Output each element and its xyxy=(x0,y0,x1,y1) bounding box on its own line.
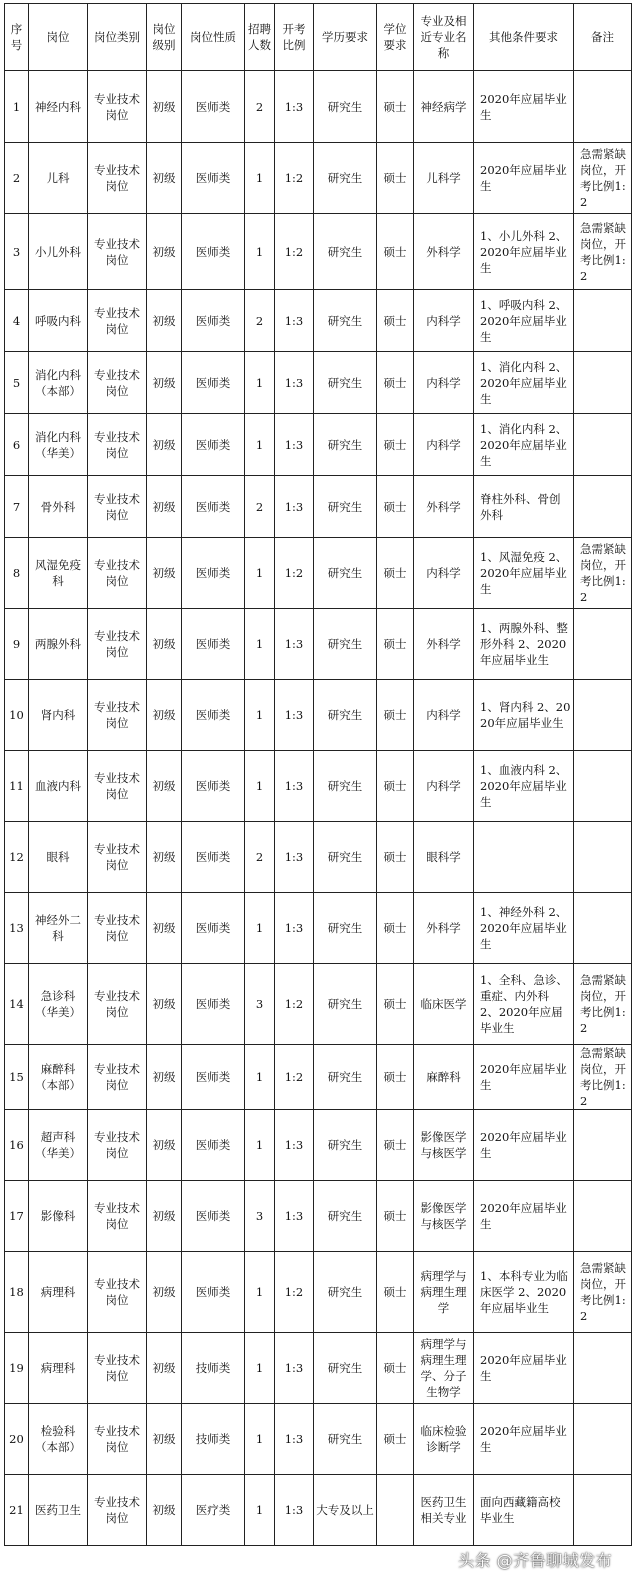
cell-post: 麻醉科（本部） xyxy=(29,1045,88,1110)
table-row xyxy=(5,1333,632,1404)
cell-nature: 医师类 xyxy=(182,1252,245,1333)
cell-note: 急需紧缺岗位，开考比例1:2 xyxy=(574,143,632,214)
cell-post: 儿科 xyxy=(29,143,88,214)
cell-no: 6 xyxy=(5,414,29,476)
cell-nature: 医师类 xyxy=(182,214,245,290)
cell-other: 1、本科专业为临床医学 2、2020年应届毕业生 xyxy=(474,1252,574,1333)
table-header-row xyxy=(5,4,632,71)
cell-other: 2020年应届毕业生 xyxy=(474,1110,574,1181)
cell-major: 医药卫生相关专业 xyxy=(414,1475,474,1546)
cell-edu: 研究生 xyxy=(314,1110,377,1181)
table-row xyxy=(5,71,632,143)
cell-ratio: 1:3 xyxy=(275,609,314,680)
cell-other xyxy=(474,822,574,893)
cell-major: 内科学 xyxy=(414,290,474,352)
table-row xyxy=(5,609,632,680)
cell-edu: 研究生 xyxy=(314,538,377,609)
cell-edu: 研究生 xyxy=(314,1252,377,1333)
cell-level: 初级 xyxy=(147,1404,182,1475)
cell-category: 专业技术岗位 xyxy=(88,1404,147,1475)
cell-ratio: 1:2 xyxy=(275,1045,314,1110)
table-row xyxy=(5,822,632,893)
cell-no: 2 xyxy=(5,143,29,214)
watermark: 头条 @齐鲁聊城发布 xyxy=(458,1551,613,1570)
cell-other: 2020年应届毕业生 xyxy=(474,1404,574,1475)
cell-post: 消化内科（本部） xyxy=(29,352,88,414)
cell-no: 19 xyxy=(5,1333,29,1404)
cell-count: 1 xyxy=(245,1475,275,1546)
cell-major: 儿科学 xyxy=(414,143,474,214)
cell-degree: 硕士 xyxy=(377,1404,414,1475)
cell-ratio: 1:2 xyxy=(275,1252,314,1333)
table-row xyxy=(5,893,632,964)
cell-ratio: 1:3 xyxy=(275,893,314,964)
cell-note xyxy=(574,680,632,751)
table-row xyxy=(5,751,632,822)
cell-level: 初级 xyxy=(147,1045,182,1110)
cell-degree: 硕士 xyxy=(377,414,414,476)
table-row xyxy=(5,680,632,751)
cell-level: 初级 xyxy=(147,1333,182,1404)
header-cell: 其他条件要求 xyxy=(474,4,574,71)
cell-count: 1 xyxy=(245,214,275,290)
cell-count: 2 xyxy=(245,71,275,143)
cell-major: 内科学 xyxy=(414,538,474,609)
cell-category: 专业技术岗位 xyxy=(88,476,147,538)
cell-category: 专业技术岗位 xyxy=(88,414,147,476)
cell-no: 12 xyxy=(5,822,29,893)
cell-ratio: 1:3 xyxy=(275,1110,314,1181)
cell-post: 眼科 xyxy=(29,822,88,893)
cell-note xyxy=(574,414,632,476)
cell-nature: 技师类 xyxy=(182,1333,245,1404)
cell-other: 2020年应届毕业生 xyxy=(474,71,574,143)
cell-edu: 研究生 xyxy=(314,214,377,290)
table-row xyxy=(5,414,632,476)
cell-level: 初级 xyxy=(147,893,182,964)
cell-other: 1、呼吸内科 2、2020年应届毕业生 xyxy=(474,290,574,352)
cell-major: 外科学 xyxy=(414,476,474,538)
table-row xyxy=(5,1045,632,1110)
cell-no: 1 xyxy=(5,71,29,143)
cell-post: 两腺外科 xyxy=(29,609,88,680)
cell-ratio: 1:3 xyxy=(275,414,314,476)
cell-level: 初级 xyxy=(147,680,182,751)
cell-edu: 大专及以上 xyxy=(314,1475,377,1546)
cell-post: 检验科（本部） xyxy=(29,1404,88,1475)
cell-major: 临床检验诊断学 xyxy=(414,1404,474,1475)
table-row xyxy=(5,964,632,1045)
cell-major: 内科学 xyxy=(414,414,474,476)
cell-no: 7 xyxy=(5,476,29,538)
cell-note: 急需紧缺岗位，开考比例1:2 xyxy=(574,214,632,290)
cell-ratio: 1:3 xyxy=(275,1333,314,1404)
cell-other: 2020年应届毕业生 xyxy=(474,1045,574,1110)
cell-post: 小儿外科 xyxy=(29,214,88,290)
cell-degree: 硕士 xyxy=(377,964,414,1045)
cell-level: 初级 xyxy=(147,751,182,822)
cell-note xyxy=(574,751,632,822)
cell-category: 专业技术岗位 xyxy=(88,1252,147,1333)
cell-category: 专业技术岗位 xyxy=(88,609,147,680)
cell-major: 影像医学与核医学 xyxy=(414,1110,474,1181)
cell-major: 外科学 xyxy=(414,609,474,680)
cell-note xyxy=(574,893,632,964)
header-cell: 岗位类别 xyxy=(88,4,147,71)
cell-nature: 医师类 xyxy=(182,143,245,214)
header-cell: 岗位级别 xyxy=(147,4,182,71)
cell-post: 急诊科（华美） xyxy=(29,964,88,1045)
cell-count: 2 xyxy=(245,476,275,538)
table-row xyxy=(5,214,632,290)
cell-count: 1 xyxy=(245,414,275,476)
cell-nature: 医师类 xyxy=(182,476,245,538)
cell-other: 1、肾内科 2、2020年应届毕业生 xyxy=(474,680,574,751)
cell-ratio: 1:2 xyxy=(275,538,314,609)
cell-note: 急需紧缺岗位，开考比例1:2 xyxy=(574,1252,632,1333)
cell-ratio: 1:2 xyxy=(275,214,314,290)
cell-no: 8 xyxy=(5,538,29,609)
cell-post: 神经内科 xyxy=(29,71,88,143)
header-cell: 专业及相近专业名称 xyxy=(414,4,474,71)
cell-degree: 硕士 xyxy=(377,1333,414,1404)
cell-level: 初级 xyxy=(147,352,182,414)
cell-level: 初级 xyxy=(147,414,182,476)
cell-edu: 研究生 xyxy=(314,822,377,893)
cell-note xyxy=(574,290,632,352)
cell-category: 专业技术岗位 xyxy=(88,680,147,751)
cell-post: 医药卫生 xyxy=(29,1475,88,1546)
cell-count: 1 xyxy=(245,1404,275,1475)
cell-post: 神经外二科 xyxy=(29,893,88,964)
cell-level: 初级 xyxy=(147,1252,182,1333)
cell-count: 3 xyxy=(245,964,275,1045)
cell-count: 1 xyxy=(245,893,275,964)
cell-nature: 医师类 xyxy=(182,1045,245,1110)
table-row xyxy=(5,1475,632,1546)
cell-nature: 医师类 xyxy=(182,751,245,822)
table-body xyxy=(5,71,632,1546)
cell-nature: 医师类 xyxy=(182,893,245,964)
cell-count: 1 xyxy=(245,1110,275,1181)
table-row xyxy=(5,476,632,538)
cell-level: 初级 xyxy=(147,290,182,352)
header-cell: 开考比例 xyxy=(275,4,314,71)
cell-level: 初级 xyxy=(147,71,182,143)
cell-edu: 研究生 xyxy=(314,143,377,214)
cell-edu: 研究生 xyxy=(314,609,377,680)
cell-category: 专业技术岗位 xyxy=(88,822,147,893)
cell-nature: 医师类 xyxy=(182,609,245,680)
cell-edu: 研究生 xyxy=(314,1333,377,1404)
cell-level: 初级 xyxy=(147,1475,182,1546)
cell-category: 专业技术岗位 xyxy=(88,143,147,214)
table-row xyxy=(5,143,632,214)
cell-post: 风湿免疫科 xyxy=(29,538,88,609)
cell-other: 脊柱外科、骨创外科 xyxy=(474,476,574,538)
cell-no: 4 xyxy=(5,290,29,352)
cell-nature: 技师类 xyxy=(182,1404,245,1475)
cell-ratio: 1:3 xyxy=(275,1181,314,1252)
cell-no: 9 xyxy=(5,609,29,680)
cell-note: 急需紧缺岗位，开考比例1:2 xyxy=(574,538,632,609)
cell-count: 1 xyxy=(245,1333,275,1404)
cell-category: 专业技术岗位 xyxy=(88,751,147,822)
cell-degree: 硕士 xyxy=(377,538,414,609)
cell-major: 临床医学 xyxy=(414,964,474,1045)
cell-degree: 硕士 xyxy=(377,751,414,822)
cell-no: 21 xyxy=(5,1475,29,1546)
cell-major: 内科学 xyxy=(414,352,474,414)
table-row xyxy=(5,1404,632,1475)
cell-level: 初级 xyxy=(147,964,182,1045)
cell-category: 专业技术岗位 xyxy=(88,1333,147,1404)
cell-degree xyxy=(377,1475,414,1546)
cell-other: 1、神经外科 2、2020年应届毕业生 xyxy=(474,893,574,964)
cell-post: 骨外科 xyxy=(29,476,88,538)
cell-edu: 研究生 xyxy=(314,1181,377,1252)
cell-level: 初级 xyxy=(147,143,182,214)
cell-other: 1、两腺外科、整形外科 2、2020年应届毕业生 xyxy=(474,609,574,680)
cell-count: 1 xyxy=(245,143,275,214)
cell-nature: 医疗类 xyxy=(182,1475,245,1546)
cell-other: 面向西藏籍高校毕业生 xyxy=(474,1475,574,1546)
cell-edu: 研究生 xyxy=(314,964,377,1045)
cell-degree: 硕士 xyxy=(377,290,414,352)
cell-level: 初级 xyxy=(147,1110,182,1181)
cell-ratio: 1:3 xyxy=(275,352,314,414)
cell-note xyxy=(574,1404,632,1475)
cell-level: 初级 xyxy=(147,609,182,680)
cell-major: 神经病学 xyxy=(414,71,474,143)
cell-ratio: 1:3 xyxy=(275,1475,314,1546)
cell-major: 内科学 xyxy=(414,751,474,822)
table-row xyxy=(5,352,632,414)
cell-count: 1 xyxy=(245,1252,275,1333)
cell-no: 14 xyxy=(5,964,29,1045)
cell-count: 2 xyxy=(245,822,275,893)
cell-note xyxy=(574,352,632,414)
cell-major: 麻醉科 xyxy=(414,1045,474,1110)
cell-edu: 研究生 xyxy=(314,680,377,751)
header-cell: 招聘人数 xyxy=(245,4,275,71)
cell-degree: 硕士 xyxy=(377,1045,414,1110)
cell-nature: 医师类 xyxy=(182,414,245,476)
cell-edu: 研究生 xyxy=(314,751,377,822)
table-row xyxy=(5,1252,632,1333)
cell-category: 专业技术岗位 xyxy=(88,1475,147,1546)
cell-other: 1、风湿免疫 2、2020年应届毕业生 xyxy=(474,538,574,609)
cell-degree: 硕士 xyxy=(377,893,414,964)
cell-edu: 研究生 xyxy=(314,1045,377,1110)
cell-no: 10 xyxy=(5,680,29,751)
cell-count: 3 xyxy=(245,1181,275,1252)
cell-count: 2 xyxy=(245,290,275,352)
cell-other: 1、消化内科 2、2020年应届毕业生 xyxy=(474,414,574,476)
table-row xyxy=(5,1181,632,1252)
cell-no: 18 xyxy=(5,1252,29,1333)
header-cell: 学历要求 xyxy=(314,4,377,71)
cell-category: 专业技术岗位 xyxy=(88,214,147,290)
cell-ratio: 1:3 xyxy=(275,71,314,143)
cell-no: 15 xyxy=(5,1045,29,1110)
cell-edu: 研究生 xyxy=(314,893,377,964)
cell-category: 专业技术岗位 xyxy=(88,1045,147,1110)
cell-note xyxy=(574,1181,632,1252)
cell-no: 5 xyxy=(5,352,29,414)
cell-level: 初级 xyxy=(147,1181,182,1252)
cell-degree: 硕士 xyxy=(377,680,414,751)
cell-ratio: 1:3 xyxy=(275,751,314,822)
header-cell: 学位要求 xyxy=(377,4,414,71)
cell-nature: 医师类 xyxy=(182,538,245,609)
header-cell: 备注 xyxy=(574,4,632,71)
cell-count: 1 xyxy=(245,1045,275,1110)
cell-edu: 研究生 xyxy=(314,476,377,538)
table-row xyxy=(5,290,632,352)
cell-major: 病理学与病理生理学 xyxy=(414,1252,474,1333)
recruitment-table xyxy=(4,3,632,1546)
cell-note: 急需紧缺岗位，开考比例1:2 xyxy=(574,964,632,1045)
cell-edu: 研究生 xyxy=(314,290,377,352)
cell-count: 1 xyxy=(245,538,275,609)
cell-major: 眼科学 xyxy=(414,822,474,893)
cell-category: 专业技术岗位 xyxy=(88,352,147,414)
cell-post: 血液内科 xyxy=(29,751,88,822)
cell-post: 超声科（华美） xyxy=(29,1110,88,1181)
cell-count: 1 xyxy=(245,680,275,751)
cell-note xyxy=(574,1110,632,1181)
cell-post: 肾内科 xyxy=(29,680,88,751)
cell-degree: 硕士 xyxy=(377,1252,414,1333)
table-row xyxy=(5,1110,632,1181)
cell-note xyxy=(574,609,632,680)
cell-major: 病理学与病理生理学、分子生物学 xyxy=(414,1333,474,1404)
cell-degree: 硕士 xyxy=(377,71,414,143)
cell-post: 病理科 xyxy=(29,1333,88,1404)
cell-ratio: 1:3 xyxy=(275,476,314,538)
cell-post: 影像科 xyxy=(29,1181,88,1252)
cell-note xyxy=(574,1475,632,1546)
cell-edu: 研究生 xyxy=(314,1404,377,1475)
header-cell: 岗位性质 xyxy=(182,4,245,71)
cell-category: 专业技术岗位 xyxy=(88,71,147,143)
cell-nature: 医师类 xyxy=(182,71,245,143)
cell-other: 1、小儿外科 2、2020年应届毕业生 xyxy=(474,214,574,290)
cell-ratio: 1:3 xyxy=(275,680,314,751)
cell-other: 2020年应届毕业生 xyxy=(474,1333,574,1404)
cell-level: 初级 xyxy=(147,538,182,609)
cell-category: 专业技术岗位 xyxy=(88,964,147,1045)
cell-degree: 硕士 xyxy=(377,1181,414,1252)
header-cell: 序号 xyxy=(5,4,29,71)
cell-nature: 医师类 xyxy=(182,822,245,893)
cell-count: 1 xyxy=(245,352,275,414)
cell-category: 专业技术岗位 xyxy=(88,893,147,964)
cell-major: 外科学 xyxy=(414,893,474,964)
cell-edu: 研究生 xyxy=(314,71,377,143)
cell-degree: 硕士 xyxy=(377,1110,414,1181)
cell-note: 急需紧缺岗位，开考比例1:2 xyxy=(574,1045,632,1110)
cell-count: 1 xyxy=(245,751,275,822)
cell-other: 2020年应届毕业生 xyxy=(474,143,574,214)
cell-major: 内科学 xyxy=(414,680,474,751)
cell-nature: 医师类 xyxy=(182,964,245,1045)
cell-no: 13 xyxy=(5,893,29,964)
cell-major: 影像医学与核医学 xyxy=(414,1181,474,1252)
cell-edu: 研究生 xyxy=(314,352,377,414)
cell-degree: 硕士 xyxy=(377,143,414,214)
cell-level: 初级 xyxy=(147,476,182,538)
cell-ratio: 1:2 xyxy=(275,143,314,214)
cell-edu: 研究生 xyxy=(314,414,377,476)
cell-no: 20 xyxy=(5,1404,29,1475)
cell-other: 1、血液内科 2、2020年应届毕业生 xyxy=(474,751,574,822)
cell-nature: 医师类 xyxy=(182,1110,245,1181)
cell-other: 1、全科、急诊、重症、内外科 2、2020年应届毕业生 xyxy=(474,964,574,1045)
cell-no: 17 xyxy=(5,1181,29,1252)
cell-ratio: 1:3 xyxy=(275,1404,314,1475)
cell-category: 专业技术岗位 xyxy=(88,538,147,609)
cell-ratio: 1:2 xyxy=(275,964,314,1045)
cell-degree: 硕士 xyxy=(377,214,414,290)
cell-degree: 硕士 xyxy=(377,352,414,414)
cell-post: 消化内科（华美） xyxy=(29,414,88,476)
cell-note xyxy=(574,476,632,538)
cell-nature: 医师类 xyxy=(182,290,245,352)
cell-category: 专业技术岗位 xyxy=(88,1181,147,1252)
cell-note xyxy=(574,822,632,893)
cell-ratio: 1:3 xyxy=(275,290,314,352)
cell-category: 专业技术岗位 xyxy=(88,290,147,352)
header-cell: 岗位 xyxy=(29,4,88,71)
cell-degree: 硕士 xyxy=(377,609,414,680)
cell-nature: 医师类 xyxy=(182,352,245,414)
cell-other: 1、消化内科 2、2020年应届毕业生 xyxy=(474,352,574,414)
cell-count: 1 xyxy=(245,609,275,680)
cell-note xyxy=(574,1333,632,1404)
cell-major: 外科学 xyxy=(414,214,474,290)
cell-post: 病理科 xyxy=(29,1252,88,1333)
cell-no: 16 xyxy=(5,1110,29,1181)
cell-degree: 硕士 xyxy=(377,822,414,893)
cell-post: 呼吸内科 xyxy=(29,290,88,352)
cell-note xyxy=(574,71,632,143)
cell-level: 初级 xyxy=(147,822,182,893)
cell-category: 专业技术岗位 xyxy=(88,1110,147,1181)
cell-no: 11 xyxy=(5,751,29,822)
cell-level: 初级 xyxy=(147,214,182,290)
cell-nature: 医师类 xyxy=(182,1181,245,1252)
cell-ratio: 1:3 xyxy=(275,822,314,893)
cell-other: 2020年应届毕业生 xyxy=(474,1181,574,1252)
cell-no: 3 xyxy=(5,214,29,290)
cell-degree: 硕士 xyxy=(377,476,414,538)
table-row xyxy=(5,538,632,609)
cell-nature: 医师类 xyxy=(182,680,245,751)
